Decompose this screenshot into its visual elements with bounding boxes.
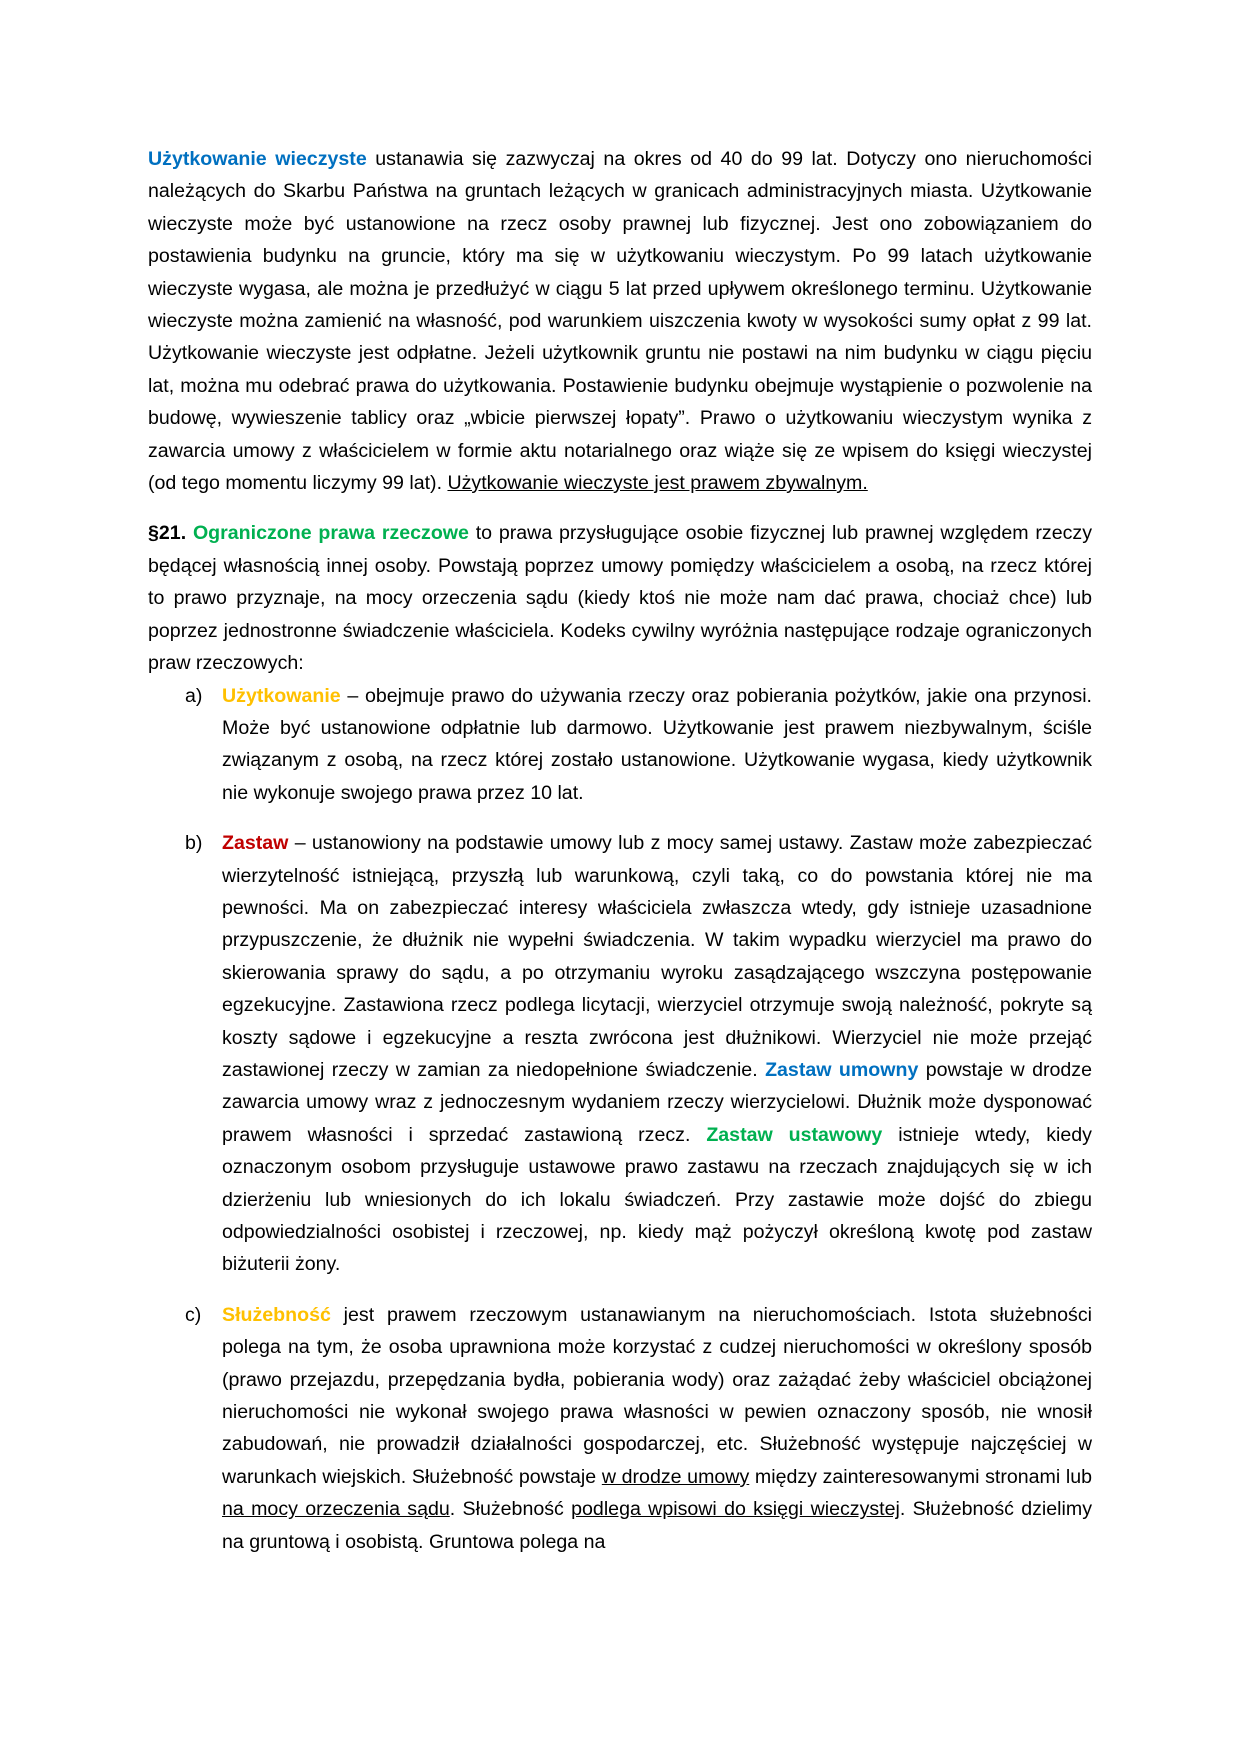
item-text: – obejmuje prawo do używania rzeczy oraz pobierania pożytków, jakie ona przynosi. Może być ustanowione odpłatnie lub darmowo. Użytkowanie jest prawem niezbywalnym, ściśle związanym z osobą, na rzecz której zostało ustanowione. Użytkowanie wygasa, kiedy użytkownik nie wykonuje swojego prawa przez 10 lat.: [222, 684, 1092, 804]
item-text: . Służebność dzielimy na gruntową i osobistą. Gruntowa polega na: [222, 1498, 1092, 1553]
term-uzytkowanie-wieczyste: Użytkowanie wieczyste: [148, 148, 367, 170]
list-item-sluzebnosc: [148, 1299, 1092, 1558]
underlined-statement: Użytkowanie wieczyste jest prawem zbywalnym.: [447, 472, 868, 495]
paragraph-text: ustanawia się zazwyczaj na okres od 40 do 99 lat. Dotyczy ono nieruchomości należących do Skarbu Państwa na gruntach leżących w granicach administracyjnych miasta. Użytkowanie wieczyste może być ustanowione na rzecz osoby prawnej lub fizycznej. Jest ono zobowiązaniem do postawienia budynku na gruncie, który ma się w użytkowaniu wieczystym. Po 99 latach użytkowanie wieczyste wygasa, ale można je przedłużyć w ciągu 5 lat przed upływem określonego terminu. Użytkowanie wieczyste można zamienić na własność, pod warunkiem uiszczenia kwoty w wysokości sumy opłat z 99 lat. Użytkowanie wieczyste jest odpłatne. Jeżeli użytkownik gruntu nie postawi na nim budynku w ciągu pięciu lat, można mu odebrać prawa do użytkowania. Postawienie budynku obejmuje wystąpienie o pozwolenie na budowę, wywieszenie tablicy oraz „wbicie pierwszej łopaty”. Prawo o użytkowaniu wieczystym wynika z zawarcia umowy z właścicielem w formie aktu notarialnego oraz wiąże się ze wpisem do księgi wieczystej (od tego momentu liczymy 99 lat).: [148, 148, 1092, 495]
term-ograniczone-prawa-rzeczowe: Ograniczone prawa rzeczowe: [192, 522, 469, 545]
item-text: . Służebność: [449, 1498, 572, 1521]
paragraph-uzytkowanie-wieczyste: [148, 143, 1092, 499]
paragraph-ograniczone-prawa: [148, 517, 1092, 679]
list-marker: c): [185, 1303, 202, 1326]
underlined-phrase: w drodze umowy: [601, 1465, 750, 1488]
list-marker: a): [185, 684, 203, 707]
rights-list: [148, 680, 1092, 1559]
paragraph-text: to prawa przysługujące osobie fizycznej lub prawnej względem rzeczy będącej własnością innej osoby. Powstają poprzez umowy pomiędzy właścicielem a osobą, na rzecz której to prawo przyznaje, na mocy orzeczenia sądu (kiedy ktoś nie może nam dać prawa, chociaż chce) lub poprzez jednostronne świadczenie właściciela. Kodeks cywilny wyróżnia następujące rodzaje ograniczonych praw rzeczowych:: [148, 522, 1092, 675]
item-text: jest prawem rzeczowym ustanawianym na nieruchomościach. Istota służebności polega na tym, że osoba uprawniona może korzystać z cudzej nieruchomości w określony sposób (prawo przejazdu, przepędzania bydła, pobierania wody) oraz zażądać żeby właściciel obciążonej nieruchomości nie wykonał swojego prawa własności w pewien oznaczony sposób, nie wnosił zabudowań, nie prowadził działalności gospodarczej, etc. Służebność występuje najczęściej w warunkach wiejskich. Służebność powstaje: [222, 1303, 1092, 1488]
underlined-phrase: podlega wpisowi do księgi wieczystej: [571, 1498, 900, 1521]
term-zastaw-ustawowy: Zastaw ustawowy: [706, 1123, 883, 1146]
item-text: między zainteresowanymi stronami lub: [749, 1465, 1093, 1488]
list-marker: b): [185, 832, 203, 855]
term-zastaw-umowny: Zastaw umowny: [765, 1058, 919, 1081]
document-page: [148, 143, 1092, 1576]
item-text: powstaje w drodze zawarcia umowy wraz z jednoczesnym wydaniem rzeczy wierzycielowi. Dłużnik może dysponować prawem własności i sprzedać zastawioną rzecz.: [222, 1058, 1092, 1146]
section-number: §21.: [148, 522, 187, 545]
list-item-uzytkowanie: [148, 680, 1092, 810]
term-sluzebnosc: Służebność: [222, 1303, 331, 1326]
list-item-zastaw: [148, 827, 1092, 1281]
underlined-phrase: na mocy orzeczenia sądu: [222, 1498, 450, 1521]
term-zastaw: Zastaw: [222, 832, 289, 855]
item-text: istnieje wtedy, kiedy oznaczonym osobom przysługuje ustawowe prawo zastawu na rzeczach znajdujących się w ich dzierżeniu lub wniesionych do ich lokalu świadczeń. Przy zastawie może dojść do zbiegu odpowiedzialności osobistej i rzeczowej, np. kiedy mąż pożyczył określoną kwotę pod zastaw biżuterii żony.: [222, 1123, 1092, 1276]
item-text: – ustanowiony na podstawie umowy lub z mocy samej ustawy. Zastaw może zabezpieczać wierzytelność istniejącą, przyszłą lub warunkową, czyli taką, co do powstania której nie ma pewności. Ma on zabezpieczać interesy właściciela zwłaszcza wtedy, gdy istnieje uzasadnione przypuszczenie, że dłużnik nie wypełni świadczenia. W takim wypadku wierzyciel ma prawo do skierowania sprawy do sądu, a po otrzymaniu wyroku zasądzającego wszczyna postępowanie egzekucyjne. Zastawiona rzecz podlega licytacji, wierzyciel otrzymuje swoją należność, pokryte są koszty sądowe i egzekucyjne a reszta zwrócona jest dłużnikowi. Wierzyciel nie może przejąć zastawionej rzeczy w zamian za niedopełnione świadczenie.: [222, 832, 1092, 1081]
term-uzytkowanie: Użytkowanie: [222, 684, 341, 707]
